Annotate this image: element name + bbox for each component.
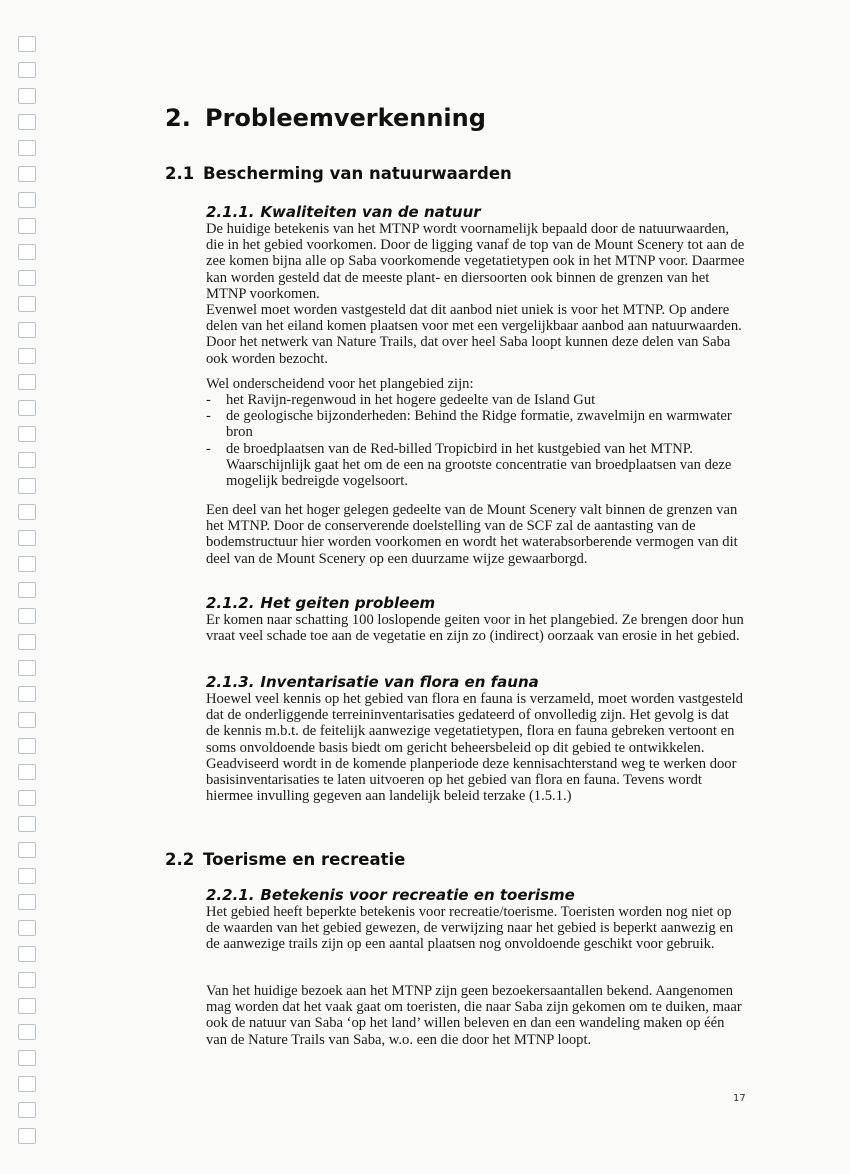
- binding-hole: [18, 322, 36, 338]
- binding-hole: [18, 1076, 36, 1092]
- subsection-title: Kwaliteiten van de natuur: [260, 203, 481, 221]
- binding-hole: [18, 764, 36, 780]
- subsection-heading-2-1-2: [206, 594, 435, 612]
- binding-hole: [18, 166, 36, 182]
- binding-hole: [18, 1128, 36, 1144]
- binding-hole: [18, 270, 36, 286]
- subsection-number: 2.2.1.: [206, 886, 255, 904]
- paragraph: [206, 983, 746, 1048]
- binding-hole: [18, 244, 36, 260]
- section-title: Toerisme en recreatie: [203, 850, 406, 869]
- binding-hole: [18, 608, 36, 624]
- list-item-text: het Ravijn-regenwoud in het hogere gedeelte van de Island Gut: [226, 392, 596, 408]
- paragraph-text: Van het huidige bezoek aan het MTNP zijn geen bezoekersaantallen bekend. Aangenomen mag worden dat het vaak gaat om toeristen, die naar Saba zijn gekomen om te duiken, maar ook de natuur van Saba ‘op het land’ willen beleven en dan een wandeling maken op één van de Nature Trails van Saba, w.o. een die door het MTNP loopt.: [206, 983, 742, 1048]
- binding-hole: [18, 478, 36, 494]
- binding-hole: [18, 426, 36, 442]
- paragraph: [206, 904, 746, 953]
- paragraph-text: Er komen naar schatting 100 loslopende geiten voor in het plangebied. Ze brengen door hun vraat veel schade toe aan de vegetatie en zijn zo (indirect) oorzaak van erosie in het gebied.: [206, 612, 744, 645]
- paragraph: [206, 221, 746, 367]
- chapter-number: 2.: [165, 104, 191, 132]
- binding-hole: [18, 842, 36, 858]
- binding-hole: [18, 1024, 36, 1040]
- subsection-title: Betekenis voor recreatie en toerisme: [260, 886, 575, 904]
- binding-hole: [18, 504, 36, 520]
- binding-hole: [18, 712, 36, 728]
- list-item-text: de geologische bijzonderheden: Behind the Ridge formatie, zwavelmijn en warmwater bron: [226, 408, 732, 441]
- binding-hole: [18, 1102, 36, 1118]
- paragraph: [206, 691, 746, 804]
- binding-hole: [18, 88, 36, 104]
- binding-hole: [18, 1050, 36, 1066]
- binding-hole: [18, 348, 36, 364]
- binding-hole: [18, 452, 36, 468]
- list-item: - de broedplaatsen van de Red-billed Tropicbird in het kustgebied van het MTNP. Waarschijnlijk gaat het om de een na grootste concentratie van broedplaatsen van deze mogelijk bedreigde vogelsoort.: [206, 440, 732, 490]
- page-number: 17: [733, 1093, 746, 1104]
- subsection-heading-2-1-3: [206, 673, 539, 691]
- subsection-heading-2-1-1: [206, 203, 481, 221]
- binding-hole: [18, 790, 36, 806]
- paragraph: [206, 376, 746, 392]
- subsection-title: Het geiten probleem: [260, 594, 436, 612]
- binding-hole: [18, 530, 36, 546]
- binding-hole: [18, 192, 36, 208]
- binding-hole: [18, 582, 36, 598]
- subsection-number: 2.1.2.: [206, 594, 255, 612]
- binding-hole: [18, 660, 36, 676]
- paragraph: [206, 612, 746, 644]
- list-item-text: de broedplaatsen van de Red-billed Tropicbird in het kustgebied van het MTNP. Waarschijnlijk gaat het om de een na grootste concentratie van broedplaatsen van deze mogelijk bedreigde vogelsoort.: [226, 440, 732, 490]
- paragraph-text: Een deel van het hoger gelegen gedeelte van de Mount Scenery valt binnen de grenzen van het MTNP. Door de conserverende doelstelling van de SCF zal de aantasting van de bodemstructuur hier worden voorkomen en wordt het waterabsorberende vermogen van dit deel van de Mount Scenery op een duurzame wijze gewaarborgd.: [206, 502, 738, 567]
- paragraph-text: Wel onderscheidend voor het plangebied zijn:: [206, 376, 474, 392]
- subsection-heading-2-2-1: [206, 886, 575, 904]
- binding-hole: [18, 140, 36, 156]
- paragraph: [206, 502, 746, 567]
- paragraph-text: Evenwel moet worden vastgesteld dat dit aanbod niet uniek is voor het MTNP. Op andere delen van het eiland komen plaatsen voor met een vergelijkbaar aanbod aan natuurwaarden. Door het netwerk van Nature Trails, dat over heel Saba loopt kunnen deze delen van Saba ook worden bezocht.: [206, 302, 742, 367]
- section-heading-2-2: [165, 850, 405, 869]
- list-item: - de geologische bijzonderheden: Behind the Ridge formatie, zwavelmijn en warmwater bron: [206, 408, 732, 441]
- spiral-binding: [18, 36, 40, 1146]
- paragraph-text: De huidige betekenis van het MTNP wordt voornamelijk bepaald door de natuurwaarden, die in het gebied voorkomen. Door de ligging vanaf de top van de Mount Scenery tot aan de zee komen bijna alle op Saba voorkomende vegetatietypen ook in het MTNP voor. Daarmee kan worden gesteld dat de meeste plant- en diersoorten ook binnen de grenzen van het MTNP voorkomen.: [206, 221, 745, 302]
- binding-hole: [18, 400, 36, 416]
- binding-hole: [18, 920, 36, 936]
- binding-hole: [18, 62, 36, 78]
- binding-hole: [18, 686, 36, 702]
- paragraph-text: Het gebied heeft beperkte betekenis voor recreatie/toerisme. Toeristen worden nog niet op de waarden van het gebied gewezen, de verwijzing naar het gebied is beperkt aanwezig en de aanwezige trails zijn op een aantal plaatsen nog onvoldoende geschikt voor gebruik.: [206, 904, 734, 953]
- chapter-title: Probleemverkenning: [205, 104, 486, 132]
- binding-hole: [18, 816, 36, 832]
- binding-hole: [18, 218, 36, 234]
- binding-hole: [18, 894, 36, 910]
- section-number: 2.1: [165, 164, 195, 183]
- binding-hole: [18, 114, 36, 130]
- binding-hole: [18, 556, 36, 572]
- binding-hole: [18, 374, 36, 390]
- section-number: 2.2: [165, 850, 195, 869]
- chapter-heading: [165, 104, 486, 132]
- subsection-title: Inventarisatie van flora en fauna: [260, 673, 539, 691]
- subsection-number: 2.1.1.: [206, 203, 255, 221]
- subsection-number: 2.1.3.: [206, 673, 255, 691]
- bullet-list: [206, 392, 746, 489]
- section-heading-2-1: [165, 164, 512, 183]
- binding-hole: [18, 946, 36, 962]
- binding-hole: [18, 868, 36, 884]
- binding-hole: [18, 738, 36, 754]
- list-item: - het Ravijn-regenwoud in het hogere gedeelte van de Island Gut: [206, 392, 596, 408]
- binding-hole: [18, 998, 36, 1014]
- binding-hole: [18, 36, 36, 52]
- section-title: Bescherming van natuurwaarden: [203, 164, 512, 183]
- binding-hole: [18, 296, 36, 312]
- binding-hole: [18, 972, 36, 988]
- paragraph-text: Hoewel veel kennis op het gebied van flora en fauna is verzameld, moet worden vastgesteld dat de onderliggende terreininventarisaties gedateerd of onvolledig zijn. Het gevolg is dat de kennis m.b.t. de feitelijk aanwezige vegetatietypen, flora en fauna gebreken vertoont en soms onvoldoende basis biedt om gericht beheersbeleid op dit gebied te ontwikkelen. Geadviseerd wordt in de komende planperiode deze kennisachterstand weg te werken door basisinventarisaties te laten uitvoeren op het gebied van flora en fauna. Tevens wordt hiermee invulling gegeven aan landelijk beleid terzake (1.5.1.): [206, 691, 743, 805]
- binding-hole: [18, 634, 36, 650]
